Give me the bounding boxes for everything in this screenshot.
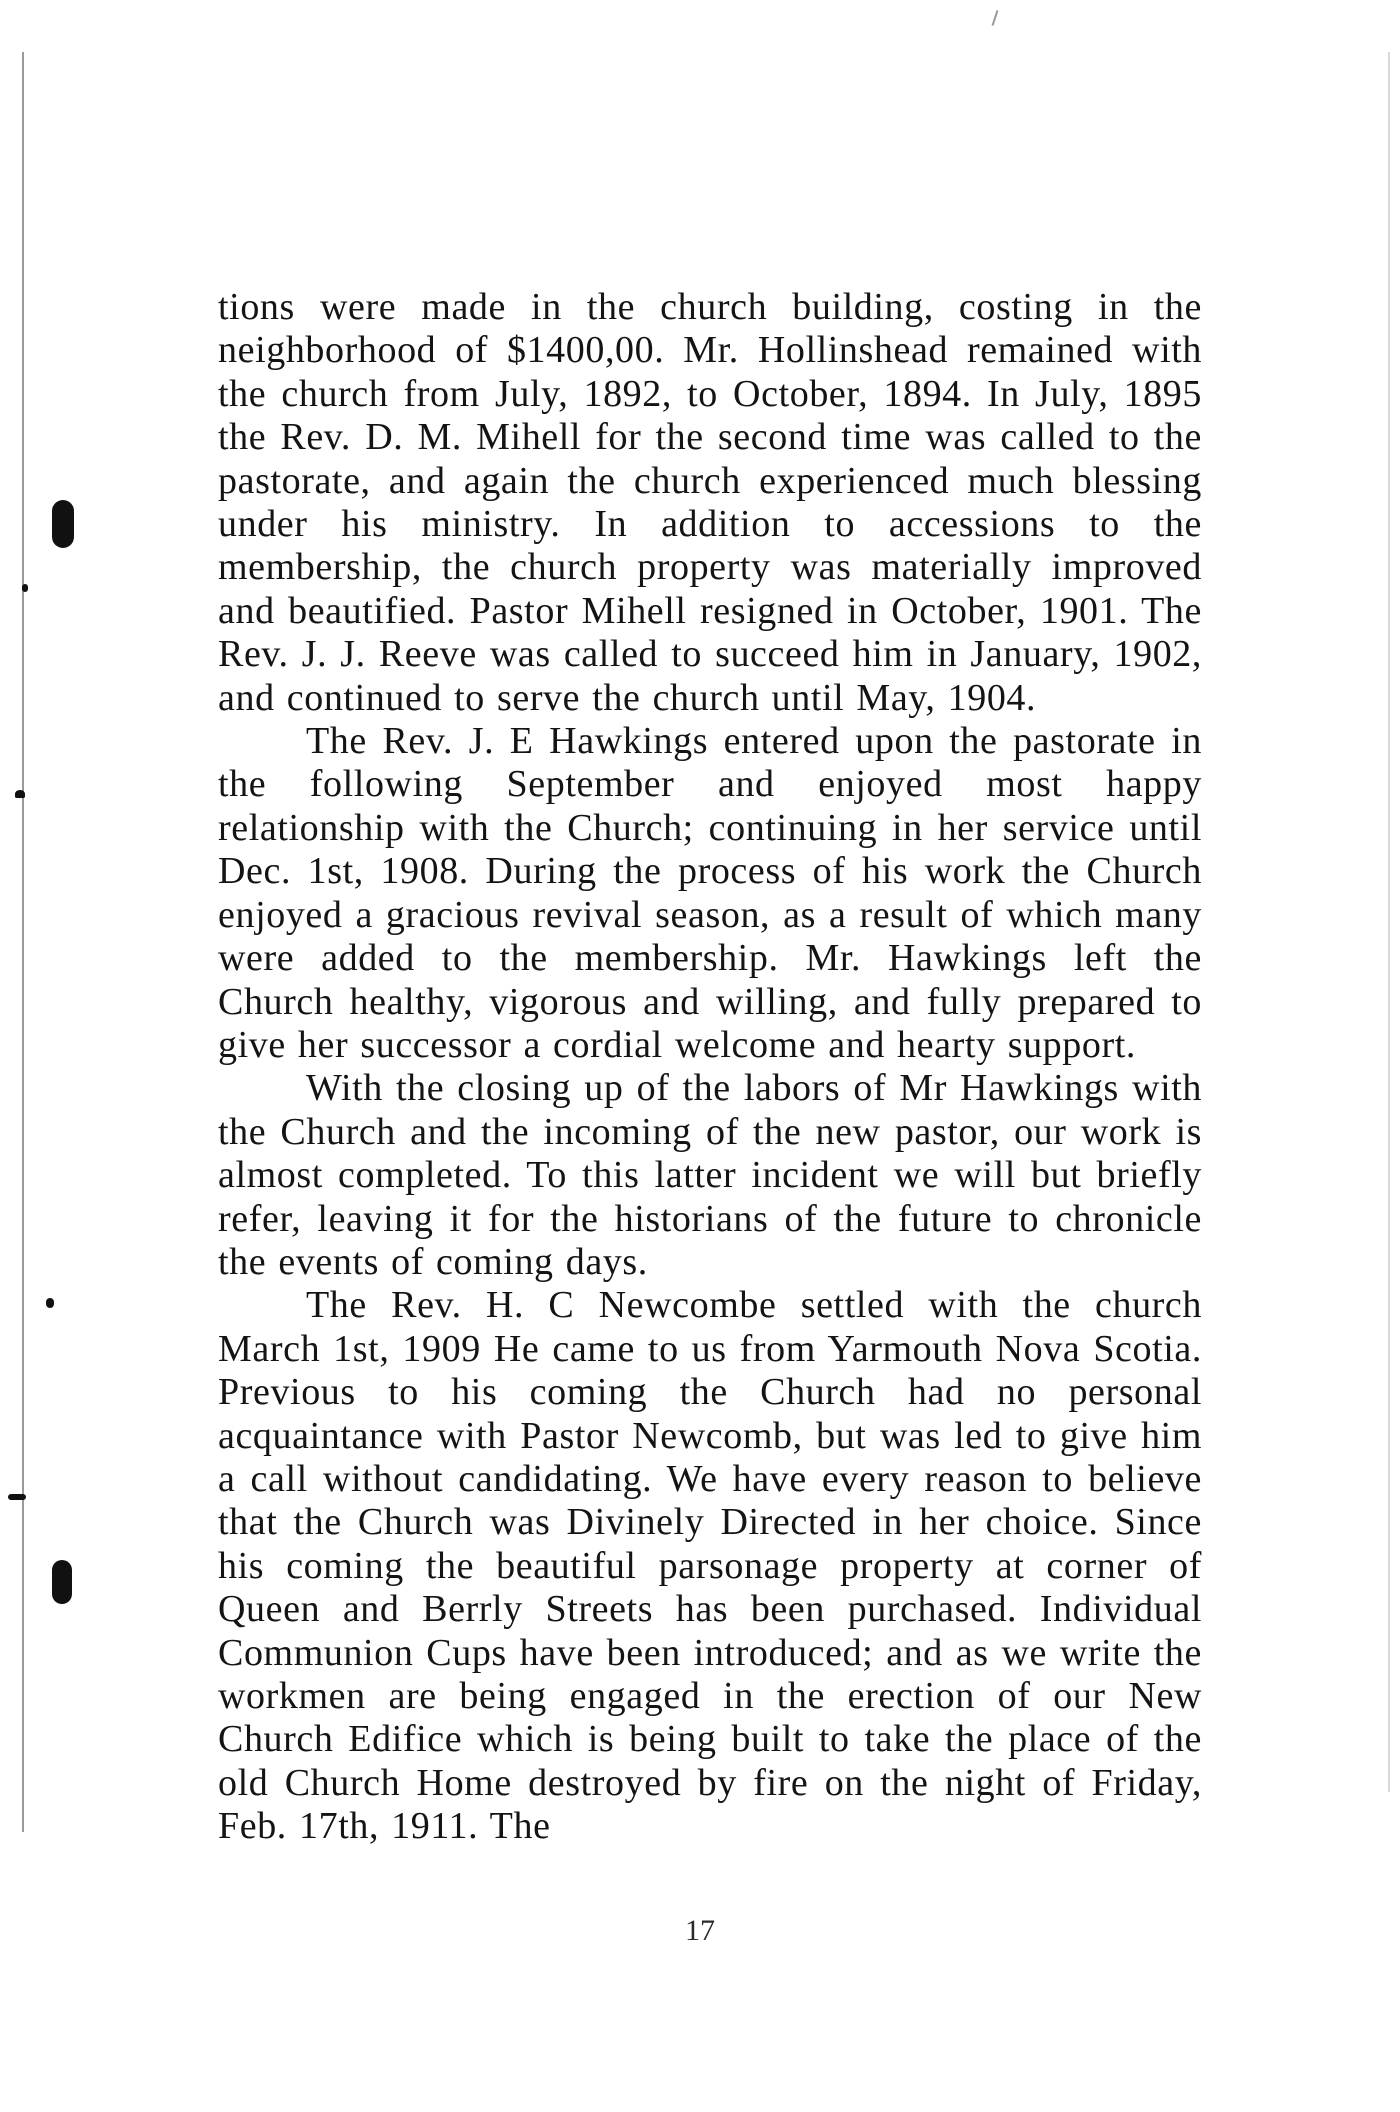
page-number: 17	[685, 1914, 715, 1947]
body-text	[218, 286, 1202, 1849]
page-left-edge	[22, 52, 24, 1832]
margin-ink-speck	[22, 584, 28, 592]
paragraph-closing: With the closing up of the labors of Mr Hawkings with the Church and the incoming of the new pastor, our work is almost completed. To this latter incident we will but briefly refer, leaving it for the historians of the future to chronicle the events of coming days.	[218, 1067, 1202, 1283]
margin-punch-hole	[52, 1560, 72, 1604]
paragraph-hawkings: The Rev. J. E Hawkings entered upon the pastorate in the following September and enjoyed most happy relationship with the Church; continuing in her service until Dec. 1st, 1908. During the process of his work the Church enjoyed a gracious revival season, as a result of which many were added to the membership. Mr. Hawkings left the Church healthy, vigorous and willing, and fully prepared to give her successor a cordial welcome and hearty support.	[218, 720, 1202, 1066]
scan-artifact	[992, 10, 999, 26]
paragraph-newcombe: The Rev. H. C Newcombe settled with the church March 1st, 1909 He came to us from Yarmouth Nova Scotia. Previous to his coming the Church had no personal acquaintance with Pastor Newcomb, but was led to give him a call without candidating. We have every reason to believe that the Church was Divinely Directed in her choice. Since his coming the beautiful parsonage property at corner of Queen and Berrly Streets has been purchased. Individual Communion Cups have been introduced; and as we write the workmen are being engaged in the erection of our New Church Edifice which is being built to take the place of the old Church Home destroyed by fire on the night of Friday, Feb. 17th, 1911. The	[218, 1284, 1202, 1848]
margin-punch-hole	[52, 500, 74, 548]
page-right-edge	[1388, 52, 1390, 1792]
margin-ink-speck	[46, 1298, 54, 1308]
paragraph-continuation: tions were made in the church building, costing in the neighborhood of $1400,00. Mr. Hollinshead remained with the church from July, 1892, to October, 1894. In July, 1895 the Rev. D. M. Mihell for the second time was called to the pastorate, and again the church experienced much blessing under his ministry. In addition to accessions to the membership, the church property was materially improved and beautified. Pastor Mihell resigned in October, 1901. The Rev. J. J. Reeve was called to succeed him in January, 1902, and continued to serve the church until May, 1904.	[218, 286, 1202, 719]
margin-ink-speck	[15, 790, 25, 798]
margin-ink-speck	[8, 1494, 26, 1500]
